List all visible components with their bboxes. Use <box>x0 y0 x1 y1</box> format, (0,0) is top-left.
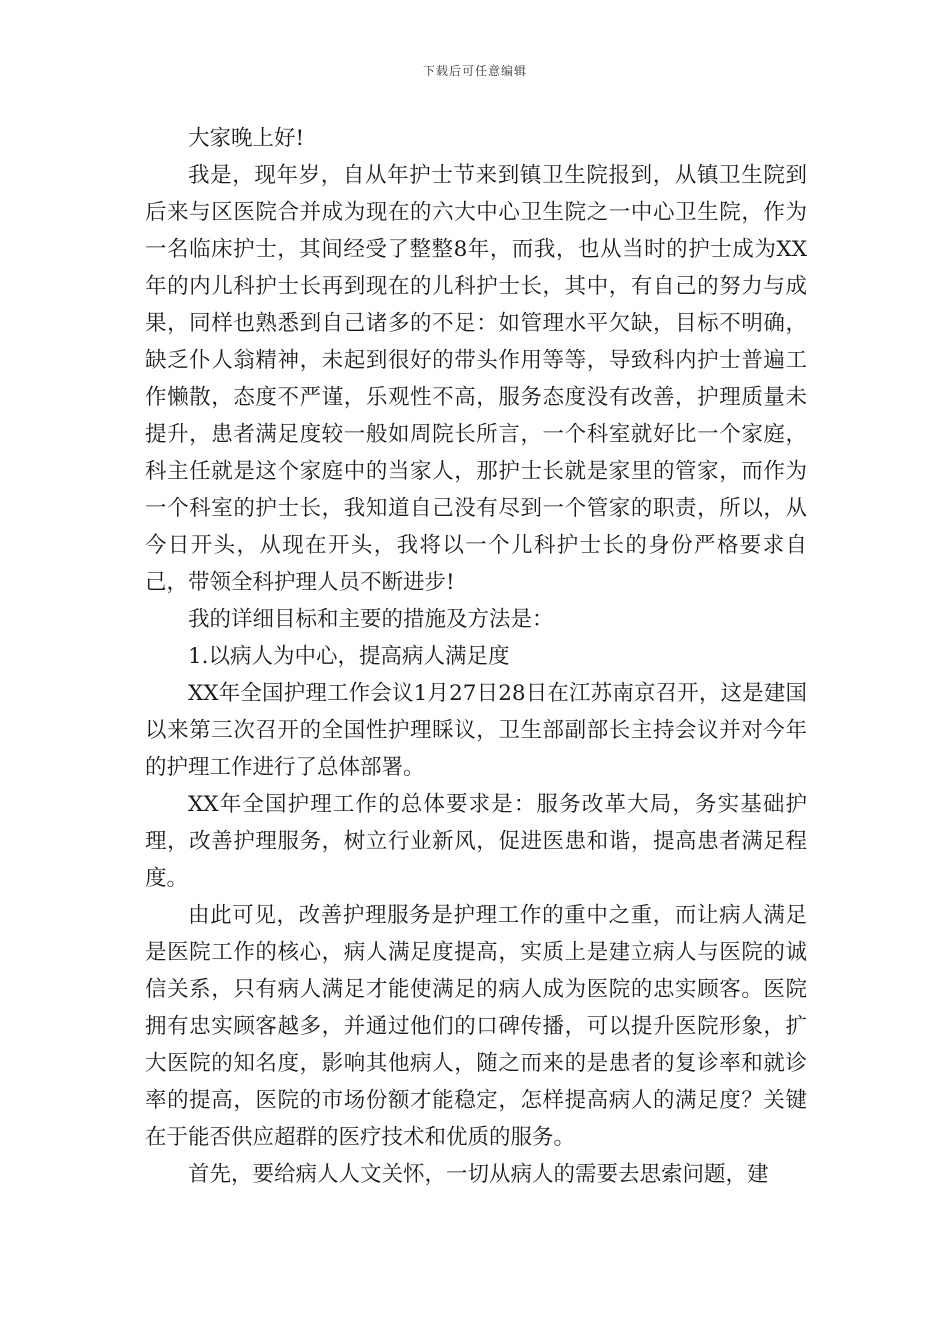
paragraph-goals-intro: 我的详细目标和主要的措施及方法是： <box>188 607 554 632</box>
paragraph-conference: XX年全国护理工作会议1月27日28日在江苏南京召开，这是建国以来第三次召开的全国性护理睬议，卫生部副部长主持会议并对今年的护理工作进行了总体部署。 <box>145 681 807 780</box>
page-header: 下载后可任意编辑 <box>422 64 527 78</box>
paragraph-self-introduction: 我是，现年岁，自从年护士节来到镇卫生院报到，从镇卫生院到后来与区医院合并成为现在的六大中心卫生院之一中心卫生院，作为一名临床护士，其间经受了整整8年，而我，也从当时的护士成为XX年的内儿科护士长再到现在的儿科护士长，其中，有自己的努力与成果，同样也熟悉到自己诸多的不足：如管理水平欠缺，目标不明确，缺乏仆人翁精神，未起到很好的带头作用等等，导致科内护士普遍工作懒散，态度不严谨，乐观性不高，服务态度没有改善，护理质量未提升，患者满足度较一般如周院长所言，一个科室就好比一个家庭，科主任就是这个家庭中的当家人，那护士长就是家里的管家，而作为一个科室的护士长，我知道自己没有尽到一个管家的职责，所以，从今日开头，从现在开头，我将以一个儿科护士长的身份严格要求自己，带领全科护理人员不断进步! <box>145 163 807 595</box>
paragraph-requirements: XX年全国护理工作的总体要求是：服务改革大局，务实基础护理，改善护理服务，树立行业新风，促进医患和谐，提高患者满足程度。 <box>145 792 807 891</box>
paragraph-first-measure: 首先，要给病人人文关怀，一切从病人的需要去思索问题，建 <box>188 1162 769 1187</box>
paragraph-greeting: 大家晚上好! <box>188 126 305 151</box>
document-body <box>145 120 807 1193</box>
section-heading-1: 1.以病人为中心，提高病人满足度 <box>188 644 510 669</box>
paragraph-analysis: 由此可见，改善护理服务是护理工作的重中之重，而让病人满足是医院工作的核心，病人满足度提高，实质上是建立病人与医院的诚信关系，只有病人满足才能使满足的病人成为医院的忠实顾客。医院拥有忠实顾客越多，并通过他们的口碑传播，可以提升医院形象，扩大医院的知名度，影响其他病人，随之而来的是患者的复诊率和就诊率的提高，医院的市场份额才能稳定，怎样提高病人的满足度？关键在于能否供应超群的医疗技术和优质的服务。 <box>145 903 807 1150</box>
